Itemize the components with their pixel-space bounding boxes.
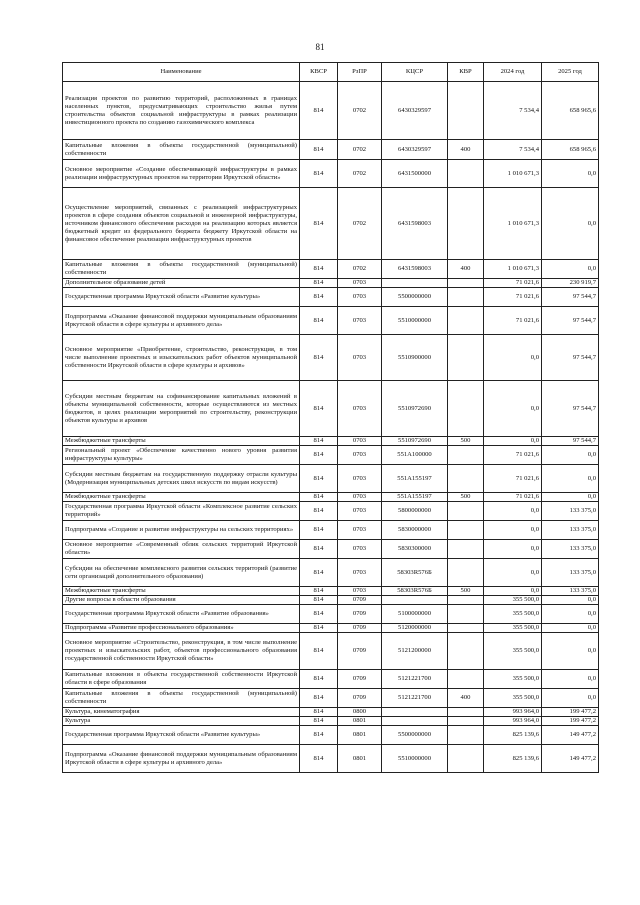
row-rzpr: 0709	[338, 605, 382, 624]
table-row	[63, 540, 599, 559]
row-kvr	[448, 745, 484, 773]
row-value-2025: 133 375,0	[542, 587, 599, 596]
row-rzpr: 0703	[338, 521, 382, 540]
table-row	[63, 82, 599, 140]
row-value-2025: 0,0	[542, 188, 599, 260]
row-value-2024: 71 021,6	[484, 279, 542, 288]
row-value-2025: 149 477,2	[542, 726, 599, 745]
row-rzpr: 0703	[338, 381, 382, 437]
row-value-2024: 71 021,6	[484, 446, 542, 465]
row-kcsr: 6430329597	[382, 140, 448, 160]
row-value-2025: 199 477,2	[542, 708, 599, 717]
row-kvsr: 814	[300, 335, 338, 381]
row-value-2025: 0,0	[542, 596, 599, 605]
row-kvsr: 814	[300, 437, 338, 446]
row-kcsr: 5100000000	[382, 605, 448, 624]
row-kvsr: 814	[300, 708, 338, 717]
row-value-2025: 97 544,7	[542, 288, 599, 307]
row-kcsr: 5800000000	[382, 502, 448, 521]
row-kvsr: 814	[300, 288, 338, 307]
row-kvsr: 814	[300, 446, 338, 465]
row-kvr	[448, 559, 484, 587]
table-row	[63, 160, 599, 188]
row-value-2025: 658 965,6	[542, 140, 599, 160]
row-kvsr: 814	[300, 559, 338, 587]
row-kvr	[448, 188, 484, 260]
row-name: Субсидии на обеспечение комплексного развития сельских территорий (развитие сети организаций дополнительного образования)	[63, 559, 300, 587]
row-name: Осуществление мероприятий, связанных с реализацией инфраструктурных проектов в сфере создания объектов социальной и инженерной инфраструктуры, источником финансового обеспечения расходов на реализацию которых является бюджетный кредит из федерального бюджета бюджету Иркутской области на финансовое обеспечение реализации инфраструктурных проектов	[63, 188, 300, 260]
row-rzpr: 0709	[338, 689, 382, 708]
row-kvr: 400	[448, 260, 484, 279]
table-row	[63, 465, 599, 493]
row-kvr: 500	[448, 437, 484, 446]
row-value-2025: 0,0	[542, 624, 599, 633]
row-kvsr: 814	[300, 465, 338, 493]
row-name: Подпрограмма «Оказание финансовой поддержки муниципальным образованиям Иркутской области в сфере культуры и архивного дела»	[63, 307, 300, 335]
row-kcsr: 5121200000	[382, 633, 448, 670]
row-kcsr: 6431598003	[382, 188, 448, 260]
row-kcsr: 5830300000	[382, 540, 448, 559]
row-rzpr: 0703	[338, 587, 382, 596]
row-kcsr	[382, 596, 448, 605]
row-value-2024: 1 010 671,3	[484, 160, 542, 188]
row-value-2025: 133 375,0	[542, 559, 599, 587]
row-value-2025: 133 375,0	[542, 502, 599, 521]
row-name: Государственная программа Иркутской области «Развитие культуры»	[63, 288, 300, 307]
row-kvr	[448, 717, 484, 726]
table-row	[63, 605, 599, 624]
row-kcsr: 5500000000	[382, 288, 448, 307]
row-value-2025: 0,0	[542, 493, 599, 502]
row-kvsr: 814	[300, 633, 338, 670]
row-kvr	[448, 540, 484, 559]
row-value-2024: 0,0	[484, 381, 542, 437]
row-kcsr: 5121221700	[382, 670, 448, 689]
row-rzpr: 0703	[338, 493, 382, 502]
table-row	[63, 745, 599, 773]
row-rzpr: 0709	[338, 633, 382, 670]
row-kvr: 400	[448, 689, 484, 708]
row-value-2024: 1 010 671,3	[484, 260, 542, 279]
row-kvr	[448, 726, 484, 745]
row-name: Государственная программа Иркутской области «Комплексное развитие сельских территорий»	[63, 502, 300, 521]
row-rzpr: 0703	[338, 540, 382, 559]
row-kcsr: 551A100000	[382, 446, 448, 465]
row-rzpr: 0703	[338, 437, 382, 446]
row-value-2024: 71 021,6	[484, 307, 542, 335]
table-row	[63, 717, 599, 726]
row-kvsr: 814	[300, 670, 338, 689]
header-kvr: КВР	[448, 63, 484, 82]
row-kcsr: 5121221700	[382, 689, 448, 708]
table-row	[63, 288, 599, 307]
row-kcsr	[382, 708, 448, 717]
row-value-2025: 0,0	[542, 260, 599, 279]
row-kcsr	[382, 279, 448, 288]
row-kcsr: 6431598003	[382, 260, 448, 279]
row-value-2024: 0,0	[484, 437, 542, 446]
row-rzpr: 0703	[338, 446, 382, 465]
row-name: Межбюджетные трансферты	[63, 587, 300, 596]
row-kvr	[448, 502, 484, 521]
row-name: Капитальные вложения в объекты государственной (муниципальной) собственности	[63, 140, 300, 160]
table-row	[63, 624, 599, 633]
row-value-2025: 0,0	[542, 465, 599, 493]
row-rzpr: 0709	[338, 670, 382, 689]
row-kvsr: 814	[300, 82, 338, 140]
row-kvr	[448, 335, 484, 381]
row-rzpr: 0703	[338, 335, 382, 381]
row-kvsr: 814	[300, 279, 338, 288]
row-kcsr: 5500000000	[382, 726, 448, 745]
header-kcsr: КЦСР	[382, 63, 448, 82]
header-kvsr: КВСР	[300, 63, 338, 82]
row-value-2024: 355 500,0	[484, 633, 542, 670]
row-rzpr: 0709	[338, 624, 382, 633]
row-kvsr: 814	[300, 624, 338, 633]
row-name: Субсидии местным бюджетам на софинансирование капитальных вложений в объекты муниципальной собственности, которые осуществляются из местных бюджетов, в целях реализации мероприятий по строительству, реконструкции объектов культуры и архивов	[63, 381, 300, 437]
table-row	[63, 708, 599, 717]
row-value-2025: 133 375,0	[542, 540, 599, 559]
row-name: Культура, кинематография	[63, 708, 300, 717]
row-name: Реализация проектов по развитию территорий, расположенных в границах населенных пунктов, предусматривающих строительство жилья путем строительства объектов социальной инфраструктуры в рамках реализации инвестиционного проекта по созданию газохимического комплекса	[63, 82, 300, 140]
row-kvr	[448, 465, 484, 493]
row-value-2024: 0,0	[484, 540, 542, 559]
row-value-2025: 0,0	[542, 160, 599, 188]
row-rzpr: 0703	[338, 288, 382, 307]
row-value-2024: 0,0	[484, 502, 542, 521]
table-row	[63, 279, 599, 288]
row-value-2024: 0,0	[484, 521, 542, 540]
row-kcsr	[382, 717, 448, 726]
row-kcsr: 5120000000	[382, 624, 448, 633]
row-kvsr: 814	[300, 307, 338, 335]
row-name: Культура	[63, 717, 300, 726]
row-kvr	[448, 307, 484, 335]
row-kvr	[448, 670, 484, 689]
row-kcsr: 6430329597	[382, 82, 448, 140]
row-value-2024: 0,0	[484, 559, 542, 587]
row-rzpr: 0703	[338, 307, 382, 335]
table-row	[63, 437, 599, 446]
row-kvr	[448, 160, 484, 188]
table-row	[63, 689, 599, 708]
row-value-2024: 355 500,0	[484, 596, 542, 605]
row-rzpr: 0702	[338, 140, 382, 160]
table-row	[63, 559, 599, 587]
row-kcsr: 5510000000	[382, 745, 448, 773]
row-rzpr: 0801	[338, 717, 382, 726]
row-kcsr: 5510000000	[382, 307, 448, 335]
row-value-2024: 0,0	[484, 587, 542, 596]
row-kvr	[448, 446, 484, 465]
row-rzpr: 0703	[338, 559, 382, 587]
row-name: Основное мероприятие «Строительство, реконструкция, в том числе выполнение проектных и изыскательских работ, объектов профессионального образования государственной собственности Иркутской области»	[63, 633, 300, 670]
row-name: Государственная программа Иркутской области «Развитие культуры»	[63, 726, 300, 745]
row-kvr: 500	[448, 587, 484, 596]
table-row	[63, 493, 599, 502]
row-kcsr: 551A155197	[382, 465, 448, 493]
row-name: Подпрограмма «Создание и развитие инфраструктуры на сельских территориях»	[63, 521, 300, 540]
row-kvsr: 814	[300, 745, 338, 773]
table-row	[63, 260, 599, 279]
row-kvsr: 814	[300, 540, 338, 559]
row-rzpr: 0709	[338, 596, 382, 605]
row-rzpr: 0801	[338, 745, 382, 773]
row-value-2024: 355 500,0	[484, 689, 542, 708]
row-name: Подпрограмма «Развитие профессионального образования»	[63, 624, 300, 633]
row-rzpr: 0800	[338, 708, 382, 717]
row-value-2025: 658 965,6	[542, 82, 599, 140]
row-value-2024: 355 500,0	[484, 670, 542, 689]
row-rzpr: 0702	[338, 82, 382, 140]
row-value-2024: 71 021,6	[484, 465, 542, 493]
row-kvsr: 814	[300, 605, 338, 624]
row-value-2024: 1 010 671,3	[484, 188, 542, 260]
header-2025: 2025 год	[542, 63, 599, 82]
row-kvsr: 814	[300, 521, 338, 540]
row-kvr	[448, 381, 484, 437]
row-kcsr: 6431500000	[382, 160, 448, 188]
row-kvsr: 814	[300, 188, 338, 260]
row-kvsr: 814	[300, 381, 338, 437]
row-rzpr: 0702	[338, 160, 382, 188]
row-kvsr: 814	[300, 493, 338, 502]
table-row	[63, 446, 599, 465]
header-rzpr: РзПР	[338, 63, 382, 82]
page-number: 81	[315, 42, 325, 52]
row-kcsr: 58303R576Б	[382, 587, 448, 596]
table-header-row	[63, 63, 599, 82]
row-name: Основное мероприятие «Приобретение, строительство, реконструкция, в том числе выполнение проектных и изыскательских работ объектов муниципальной собственности Иркутской области в сфере культуры и архивов»	[63, 335, 300, 381]
table-row	[63, 670, 599, 689]
row-kvsr: 814	[300, 596, 338, 605]
row-kvr	[448, 521, 484, 540]
row-value-2024: 825 139,6	[484, 726, 542, 745]
row-kcsr: 58303R576Б	[382, 559, 448, 587]
table-row	[63, 381, 599, 437]
row-value-2025: 0,0	[542, 670, 599, 689]
row-kcsr: 5510900000	[382, 335, 448, 381]
row-value-2024: 993 964,0	[484, 717, 542, 726]
row-rzpr: 0702	[338, 188, 382, 260]
row-name: Капитальные вложения в объекты государственной собственности Иркутской области в сфере образования	[63, 670, 300, 689]
row-rzpr: 0702	[338, 260, 382, 279]
row-kvsr: 814	[300, 502, 338, 521]
row-kvr	[448, 624, 484, 633]
row-value-2025: 97 544,7	[542, 437, 599, 446]
row-kvr	[448, 605, 484, 624]
row-value-2024: 0,0	[484, 335, 542, 381]
row-value-2024: 7 534,4	[484, 82, 542, 140]
row-value-2024: 355 500,0	[484, 624, 542, 633]
row-kvr	[448, 708, 484, 717]
row-kcsr: 5510972690	[382, 437, 448, 446]
row-name: Капитальные вложения в объекты государственной (муниципальной) собственности	[63, 689, 300, 708]
row-name: Дополнительное образование детей	[63, 279, 300, 288]
header-2024: 2024 год	[484, 63, 542, 82]
row-kcsr: 551A155197	[382, 493, 448, 502]
row-name: Межбюджетные трансферты	[63, 493, 300, 502]
row-kvr	[448, 82, 484, 140]
row-kcsr: 5510972690	[382, 381, 448, 437]
row-kvr	[448, 633, 484, 670]
row-kvr: 500	[448, 493, 484, 502]
table-row	[63, 140, 599, 160]
row-kvr: 400	[448, 140, 484, 160]
row-rzpr: 0703	[338, 502, 382, 521]
row-value-2024: 7 534,4	[484, 140, 542, 160]
row-name: Другие вопросы в области образования	[63, 596, 300, 605]
row-name: Основное мероприятие «Современный облик сельских территорий Иркутской области»	[63, 540, 300, 559]
budget-table	[62, 62, 599, 773]
row-kvsr: 814	[300, 689, 338, 708]
row-value-2025: 230 919,7	[542, 279, 599, 288]
row-value-2025: 149 477,2	[542, 745, 599, 773]
table-row	[63, 587, 599, 596]
row-kvsr: 814	[300, 717, 338, 726]
table-row	[63, 335, 599, 381]
row-kvsr: 814	[300, 260, 338, 279]
row-name: Межбюджетные трансферты	[63, 437, 300, 446]
header-name: Наименование	[63, 63, 300, 82]
row-value-2025: 0,0	[542, 605, 599, 624]
row-name: Региональный проект «Обеспечение качественно нового уровня развития инфраструктуры культуры»	[63, 446, 300, 465]
table-row	[63, 307, 599, 335]
row-value-2025: 133 375,0	[542, 521, 599, 540]
row-name: Основное мероприятие «Создание обеспечивающей инфраструктуры в рамках реализации инфраструктурных проектов на территории Иркутской области»	[63, 160, 300, 188]
row-value-2024: 993 964,0	[484, 708, 542, 717]
row-value-2024: 71 021,6	[484, 288, 542, 307]
row-kvsr: 814	[300, 726, 338, 745]
row-name: Государственная программа Иркутской области «Развитие образования»	[63, 605, 300, 624]
row-kvsr: 814	[300, 587, 338, 596]
row-value-2025: 97 544,7	[542, 381, 599, 437]
row-value-2024: 71 021,6	[484, 493, 542, 502]
row-kvr	[448, 279, 484, 288]
row-kvr	[448, 288, 484, 307]
row-value-2025: 199 477,2	[542, 717, 599, 726]
table-row	[63, 521, 599, 540]
row-rzpr: 0801	[338, 726, 382, 745]
row-value-2024: 355 500,0	[484, 605, 542, 624]
row-kvsr: 814	[300, 140, 338, 160]
row-kcsr: 5830000000	[382, 521, 448, 540]
row-value-2025: 0,0	[542, 446, 599, 465]
row-rzpr: 0703	[338, 279, 382, 288]
row-name: Подпрограмма «Оказание финансовой поддержки муниципальным образованиям Иркутской области в сфере культуры и архивного дела»	[63, 745, 300, 773]
row-rzpr: 0703	[338, 465, 382, 493]
table-row	[63, 596, 599, 605]
row-kvr	[448, 596, 484, 605]
table-row	[63, 502, 599, 521]
row-value-2025: 97 544,7	[542, 307, 599, 335]
row-name: Капитальные вложения в объекты государственной (муниципальной) собственности	[63, 260, 300, 279]
row-value-2024: 825 139,6	[484, 745, 542, 773]
row-name: Субсидии местным бюджетам на государственную поддержку отрасли культуры (Модернизация муниципальных детских школ искусств по видам искусств)	[63, 465, 300, 493]
row-kvsr: 814	[300, 160, 338, 188]
row-value-2025: 97 544,7	[542, 335, 599, 381]
table-row	[63, 188, 599, 260]
row-value-2025: 0,0	[542, 633, 599, 670]
table-row	[63, 633, 599, 670]
table-row	[63, 726, 599, 745]
row-value-2025: 0,0	[542, 689, 599, 708]
